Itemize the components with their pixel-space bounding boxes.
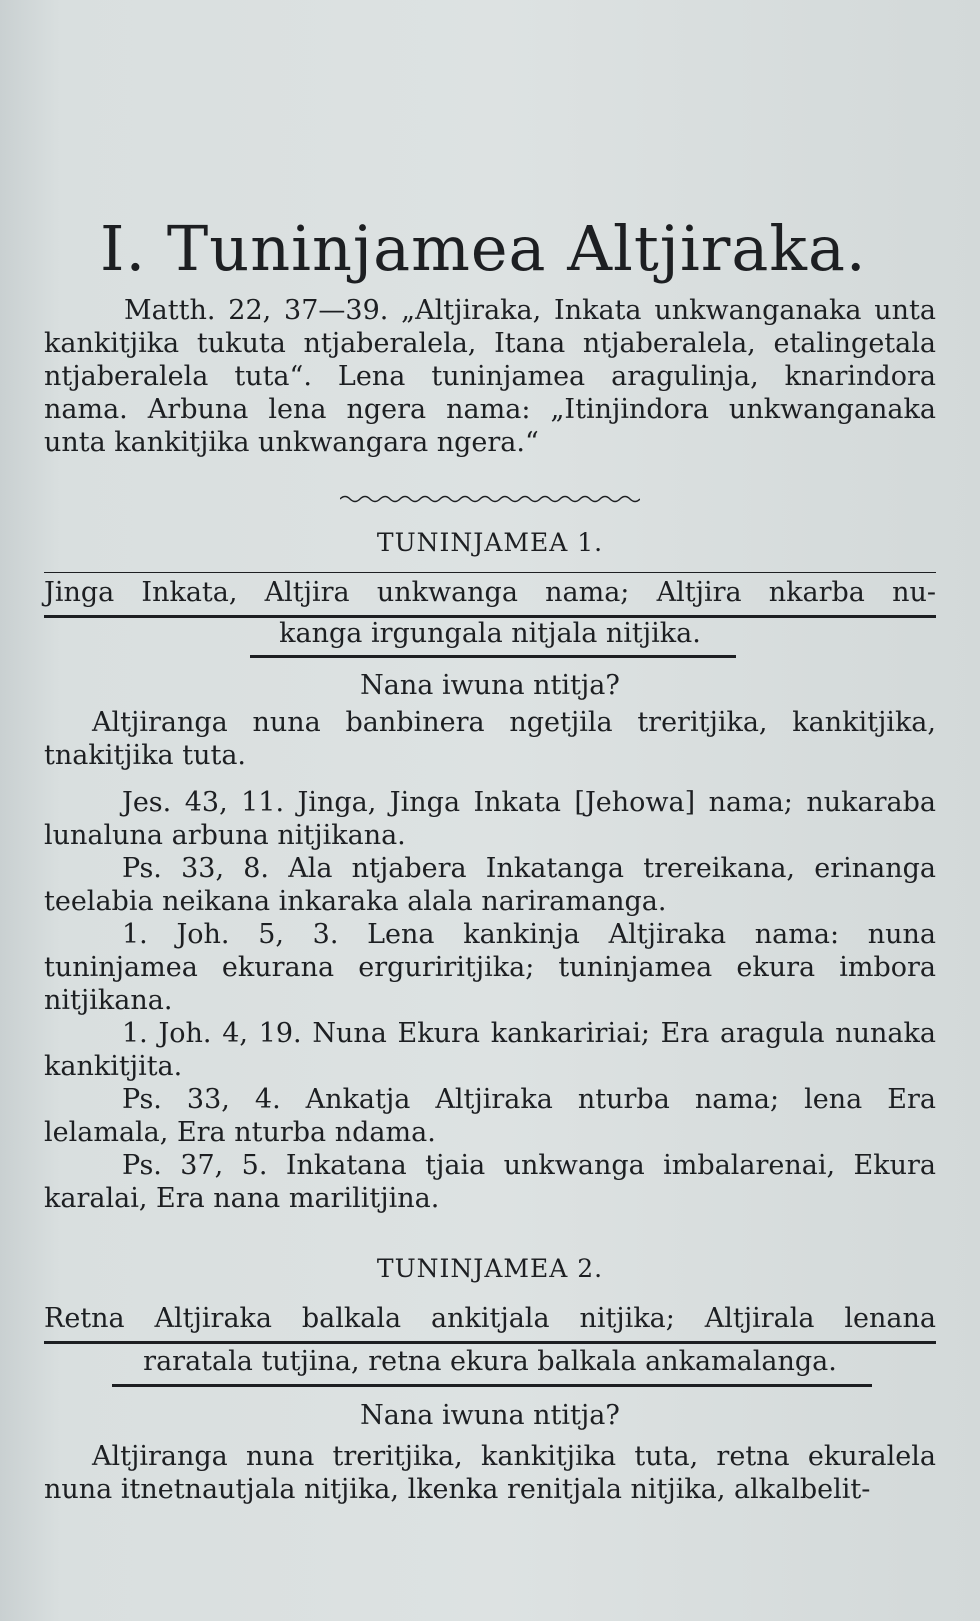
section-2-question: Nana iwuna ntitja?: [360, 1400, 620, 1431]
section-2-answer-text: Altjiranga nuna treritjika, kankitjika tuta, retna ekuralela nuna itnetnautjala nitjika, lkenka renitjala nitjika, alkalbelit-: [44, 1441, 936, 1505]
command-2-line-1: Retna Altjiraka balkala ankitjala nitjika; Altjirala lenana: [44, 1303, 936, 1334]
section-1-heading: TUNINJAMEA 1.: [376, 528, 604, 557]
section-2-command: [44, 1302, 936, 1335]
intro-text: Matth. 22, 37—39. „Altjiraka, Inkata unkwanganaka unta kankitjika tukuta ntjaberalela, Itana ntjaberalela, etalingetala ntjaberalela tuta“. Lena tuninjamea aragulinja, knarindora nama. Arbuna lena ngera nama: „Itinjindora unkwanganaka unta kankitjika unkwangara ngera.“: [44, 295, 936, 458]
section-1-answer: [44, 706, 936, 772]
ornamental-divider: [340, 494, 640, 504]
section-1-answer-text: Altjiranga nuna banbinera ngetjila treritjika, kankitjika, tnakitjika tuta.: [44, 707, 936, 771]
verse-item: 1. Joh. 5, 3. Lena kankinja Altjiraka nama: nuna tuninjamea ekurana erguriritjika; tuninjamea ekura imbora nitjikana.: [44, 919, 936, 1016]
verse-item: Ps. 33, 4. Ankatja Altjiraka nturba nama; lena Era lelamala, Era nturba ndama.: [44, 1084, 936, 1148]
section-2-answer: [44, 1440, 936, 1506]
rule-under-command-2-line-2: [112, 1384, 872, 1387]
section-1-command: [44, 576, 936, 609]
section-2-heading: TUNINJAMEA 2.: [376, 1254, 604, 1283]
chapter-title: I. Tuninjamea Altjiraka.: [100, 212, 867, 285]
rule-under-command-1-line-2: [250, 655, 736, 658]
verse-item: Jes. 43, 11. Jinga, Jinga Inkata [Jehowa] nama; nukaraba lunaluna arbuna nitjikana.: [44, 787, 936, 851]
section-1-question: Nana iwuna ntitja?: [360, 670, 620, 701]
rule-under-command-2-line-1: [44, 1341, 936, 1344]
verse-item: Ps. 33, 8. Ala ntjabera Inkatanga trereikana, erinanga teelabia neikana inkaraka alala nariramanga.: [44, 853, 936, 917]
command-1-line-1: Jinga Inkata, Altjira unkwanga nama; Altjira nkarba nu-: [44, 577, 936, 608]
verse-item: 1. Joh. 4, 19. Nuna Ekura kankaririai; Era aragula nunaka kankitjita.: [44, 1018, 936, 1082]
intro-passage: [44, 294, 936, 459]
section-1-verses: [44, 786, 936, 1215]
command-1-line-2: kanga irgungala nitjala nitjika.: [279, 618, 701, 649]
verse-item: Ps. 37, 5. Inkatana tjaia unkwanga imbalarenai, Ekura karalai, Era nana marilitjina.: [44, 1150, 936, 1214]
rule-above-command-1: [44, 572, 936, 573]
command-2-line-2: raratala tutjina, retna ekura balkala ankamalanga.: [143, 1346, 837, 1377]
